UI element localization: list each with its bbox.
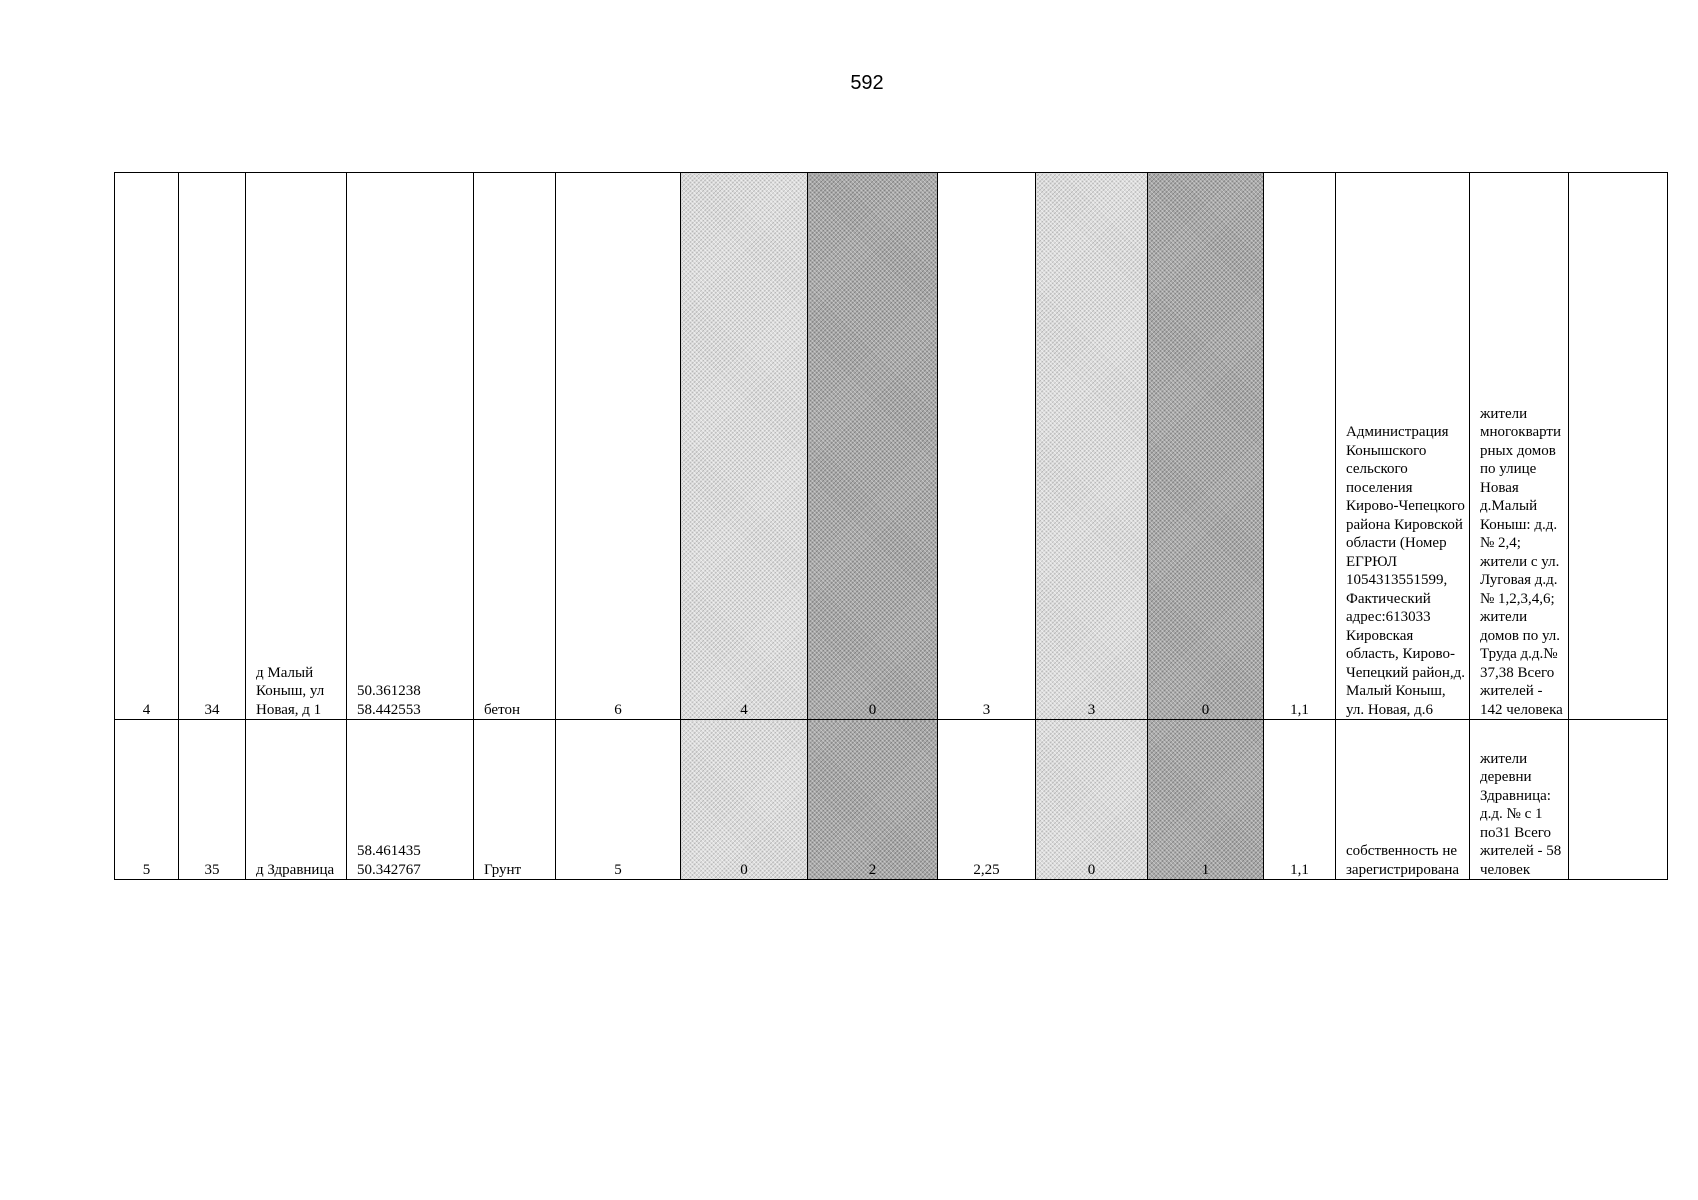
- coordinate-2: 58.442553: [357, 701, 421, 718]
- cell-surface: бетон: [474, 173, 556, 720]
- cell-value-2: 2: [808, 720, 938, 880]
- coordinate-1: 58.461435: [357, 843, 421, 859]
- cell-owner: собственность не зарегистрирована: [1336, 720, 1470, 880]
- cell-address: д Здравница: [246, 720, 347, 880]
- cell-area: 6: [556, 173, 681, 720]
- cell-value-5: 1: [1148, 720, 1264, 880]
- cell-coordinates: [347, 173, 474, 720]
- coordinate-1: 50.361238: [357, 683, 421, 699]
- cell-number: 4: [115, 173, 179, 720]
- cell-extra: [1569, 720, 1668, 880]
- table-row: [115, 720, 1668, 880]
- cell-value-6: 1,1: [1264, 720, 1336, 880]
- cell-value-5: 0: [1148, 173, 1264, 720]
- cell-value-3: 3: [938, 173, 1036, 720]
- cell-value-2: 0: [808, 173, 938, 720]
- cell-code: 34: [179, 173, 246, 720]
- cell-value-4: 0: [1036, 720, 1148, 880]
- cell-value-1: 4: [681, 173, 808, 720]
- cell-code: 35: [179, 720, 246, 880]
- cell-sources: жители деревни Здравница: д.д. № с 1 по31 Всего жителей - 58 человек: [1470, 720, 1569, 880]
- cell-coordinates: [347, 720, 474, 880]
- cell-value-4: 3: [1036, 173, 1148, 720]
- page-number: 592: [850, 72, 884, 94]
- table-row: [115, 173, 1668, 720]
- cell-owner: Администрация Конышского сельского поселения Кирово-Чепецкого района Кировской области (Номер ЕГРЮЛ 1054313551599, Фактический адрес:613033 Кировская область, Кирово-Чепецкий район,д. Малый Коныш, ул. Новая, д.6: [1336, 173, 1470, 720]
- cell-value-3: 2,25: [938, 720, 1036, 880]
- cell-number: 5: [115, 720, 179, 880]
- cell-address: д Малый Коныш, ул Новая, д 1: [246, 173, 347, 720]
- cell-area: 5: [556, 720, 681, 880]
- coordinate-2: 50.342767: [357, 861, 421, 878]
- cell-surface: Грунт: [474, 720, 556, 880]
- registry-table: [114, 172, 1668, 880]
- cell-value-6: 1,1: [1264, 173, 1336, 720]
- cell-value-1: 0: [681, 720, 808, 880]
- cell-extra: [1569, 173, 1668, 720]
- cell-sources: жители многоквартирных домов по улице Новая д.Малый Коныш: д.д. № 2,4; жители с ул. Луговая д.д. № 1,2,3,4,6; жители домов по ул. Труда д.д.№ 37,38 Всего жителей - 142 человека: [1470, 173, 1569, 720]
